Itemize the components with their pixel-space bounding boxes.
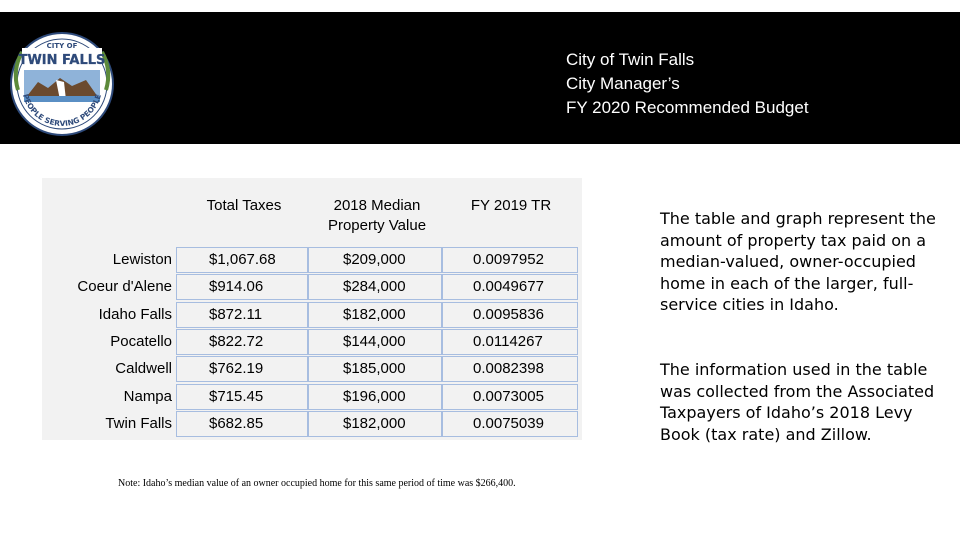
column-header-median-value: 2018 Median Property Value	[327, 197, 427, 234]
table-cell-median-value: $209,000	[308, 247, 442, 273]
row-city-label: Idaho Falls	[98, 305, 172, 323]
slide-title	[566, 48, 809, 120]
table-cell-tax-rate: 0.0095836	[442, 302, 578, 328]
table-cell-tax-rate: 0.0082398	[442, 356, 578, 382]
table-cell-tax-rate: 0.0114267	[442, 329, 578, 355]
row-city-label: Lewiston	[112, 251, 172, 268]
table-cell-median-value: $144,000	[308, 329, 442, 355]
table-cell-total-taxes: $872.11	[176, 302, 308, 328]
table-cell-median-value: $284,000	[308, 274, 442, 300]
table-cell-median-value: $182,000	[308, 411, 442, 437]
row-city-label: Caldwell	[115, 360, 172, 378]
slide-header	[0, 12, 960, 144]
column-header-tax-rate: FY 2019 TR	[470, 197, 552, 214]
table-cell-total-taxes: $1,067.68	[176, 247, 308, 273]
table-cell-tax-rate: 0.0075039	[442, 411, 578, 437]
table-cell-median-value: $182,000	[308, 302, 442, 328]
row-city-label: Nampa	[123, 387, 172, 405]
row-city-label: Coeur d'Alene	[77, 278, 172, 296]
table-cell-median-value: $185,000	[308, 356, 442, 382]
table-cell-total-taxes: $715.45	[176, 384, 308, 410]
description-paragraph-2: The information used in the table was collected from the Associated Taxpayers of Idaho’s 2018 Levy Book (tax rate) and Zillow.	[660, 360, 935, 444]
city-seal-logo	[8, 30, 116, 138]
table-cell-median-value: $196,000	[308, 384, 442, 410]
title-line-2: City Manager’s	[566, 74, 680, 93]
table-note: Note: Idaho’s median value of an owner occupied home for this same period of time was $266,400.	[118, 478, 516, 489]
title-line-1: City of Twin Falls	[566, 50, 695, 69]
logo-bottom-text: PEOPLE SERVING PEOPLE	[20, 92, 103, 129]
logo-name-text: TWIN FALLS	[18, 53, 106, 68]
table-cell-total-taxes: $822.72	[176, 329, 308, 355]
table-cell-tax-rate: 0.0049677	[442, 274, 578, 300]
table-cell-total-taxes: $762.19	[176, 356, 308, 382]
row-city-label: Twin Falls	[105, 414, 172, 432]
column-header-total-taxes: Total Taxes	[206, 197, 282, 214]
table-cell-tax-rate: 0.0097952	[442, 247, 578, 273]
title-line-3: FY 2020 Recommended Budget	[566, 98, 809, 117]
table-cell-total-taxes: $682.85	[176, 411, 308, 437]
table-cell-tax-rate: 0.0073005	[442, 384, 578, 410]
logo-top-text: CITY OF	[46, 42, 78, 50]
description-paragraph-1: The table and graph represent the amount of property tax paid on a median-valued, owner-occupied home in each of the larger, full-service cities in Idaho.	[660, 209, 936, 315]
row-city-label: Pocatello	[110, 332, 172, 350]
table-cell-total-taxes: $914.06	[176, 274, 308, 300]
